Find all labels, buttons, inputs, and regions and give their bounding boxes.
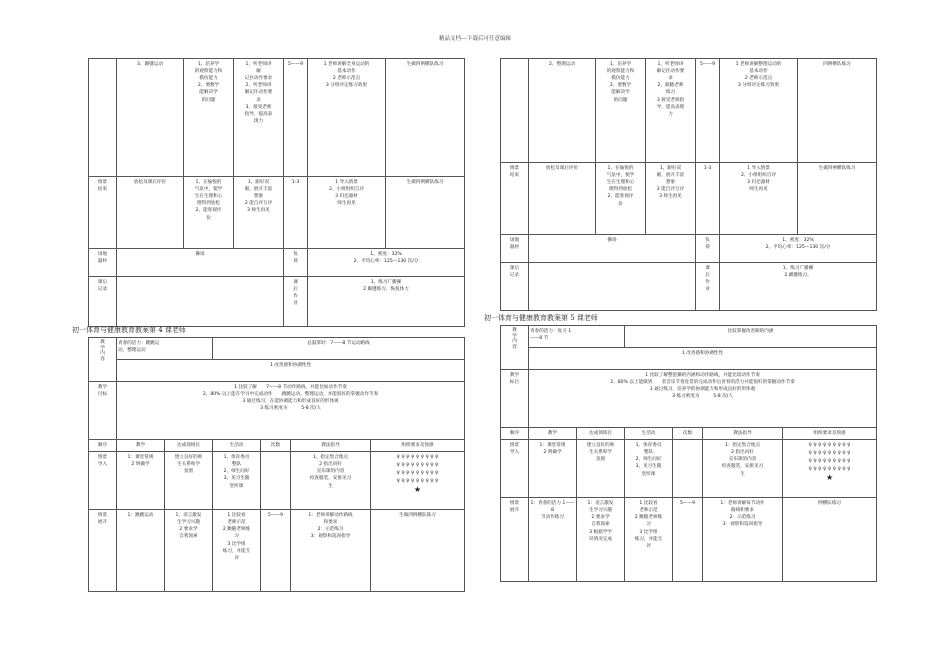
cell: 1 导入情景 2、小组组织自评 3 归还器材 师生再见 (308, 177, 386, 249)
cell (89, 59, 117, 177)
col-header: 顺序 (501, 428, 529, 440)
col-header: 教法指导 (291, 440, 371, 452)
cell: 1、听老师讲 解 记住动作要求 2、听老师讲 解记住动作要 求 3、接受老师 指导，提高表 现力 (234, 59, 284, 177)
cell: 情景 结束 (89, 177, 117, 249)
cell: 教学 标目 (501, 370, 529, 428)
cell: 青春的活力：复习 1 ——8 节 (529, 326, 625, 348)
cell: 1、跟好双 眼，展开丰富 想象 2 能自评互评 3 师生再见 (646, 163, 696, 235)
cell: 1 比较看 老师示范 2 跳随老师练 习 3 比学组 练习，并能互 评 (213, 510, 261, 592)
goal-2: 2、80% 以上能在学习中完成动作 跳跳运动，整理运动，并能很好的掌握动作节奏 (202, 392, 379, 398)
cell (117, 277, 284, 327)
table-top-right (500, 58, 877, 311)
teacher-star-icon: ★ (413, 485, 422, 495)
cell: 1、密度：32% 2、平均心率：125—130 次/分 (308, 249, 465, 277)
cell: 1：跳跳运动 (117, 510, 165, 592)
cell: 5——9 (696, 59, 720, 163)
cell: 教 学 内 容 (501, 326, 529, 370)
cell: 例横队练习 (783, 498, 877, 582)
formation-row: ♀ ♀ ♀ ♀ ♀ ♀ ♀ ♀ ♀ (808, 451, 851, 457)
teacher-star-icon: ★ (825, 473, 834, 483)
cell: 课后 记录 (89, 277, 117, 327)
cell: 生做四例横队练习 (371, 510, 465, 592)
cell: 青春的活力：跳跳运 动，整理运动 (117, 338, 213, 360)
lesson-5-title: 初一体育与健康教育教案第 5 课老师 (484, 314, 598, 322)
table-bottom-left (88, 337, 465, 592)
cell: 1、体育委员 整队 2、师生问好 3、见习生随 堂听课 (213, 452, 261, 510)
cell: 5——9 (673, 498, 703, 582)
goal-1: 1 比较了解整套操的内涵和动作路线，并能比较动作节奏 (645, 373, 760, 378)
cell: 放松及课后评价 (117, 177, 184, 249)
cell: 情景 结束 (501, 163, 529, 235)
cell: 1、听老师讲 解记住动作要 求 2、跟随老师 练习 3 接受老师指 导，提高表现 力 (646, 59, 696, 163)
cell: 1、练习广播操 2 踢毽练习，恢复体力 (308, 277, 465, 327)
cell: 1、体育委员 整队 2、师生问好 3、见习生随 堂听课 (625, 440, 673, 498)
cell: 教学 目标 (89, 382, 117, 440)
cell (501, 59, 529, 163)
table-top-left (88, 58, 465, 327)
cell (529, 370, 877, 428)
cell: 情景 展开 (89, 510, 117, 592)
col-header: 教学 (117, 440, 165, 452)
cell: 1：课堂常规 2 明确学 (529, 440, 577, 498)
cell: 1：老师讲解每节动作 路线和要求 2：示范练习 3：观察和巡回指导 (703, 498, 783, 582)
cell: 四例横队练习 (798, 59, 877, 163)
cell: 生做四例横队练习 (798, 163, 877, 235)
cell: 5——9 (261, 510, 291, 592)
cell: 1、培养学 的观察能力和 模仿能力 2、要数学 能解决学 的问题 (184, 59, 234, 177)
cell: 放松及课后评价 (529, 163, 596, 235)
cell: 1：老师讲解动作路线 和要求 2：示范练习 3：观察和巡回指导 (291, 510, 371, 592)
formation-row: ♀ ♀ ♀ ♀ ♀ ♀ ♀ ♀ ♀ (396, 463, 439, 469)
cell: 1、培养学 的观察能力和 模仿能力 2、要数学 能解决学 的问题 (596, 59, 646, 163)
goal-3: 3 通过练习，培养学的协调能力和形成良好的形体观 (649, 387, 756, 393)
goal-3: 3 通过练习，在能协调能力和形成良好的形体观 (242, 399, 339, 405)
cell (529, 263, 696, 311)
cell: 情景 导入 (501, 440, 529, 498)
cell: 2、整理运动 (529, 59, 596, 163)
goal-1: 1 比较了解 7——8 节动作路线，并能比如动作节奏 (234, 385, 347, 390)
formation-row: ♀ ♀ ♀ ♀ ♀ ♀ ♀ ♀ ♀ (396, 471, 439, 477)
cell: 课 后 作 业 (696, 263, 720, 311)
goal-4: 3 练习密度为 5-8 次/人 (672, 394, 733, 400)
cell: 操场 (529, 235, 696, 263)
goal-2: 2、80% 以上能做到 者音乐节奏连贯的完成动作后青春的活力并能很好的掌握动作节奏 (610, 380, 795, 386)
cell: 情景 展开 (501, 498, 529, 582)
cell: 1、指定集合地点 2 指出问好 宣布课的内容 检查服装，安排见习 生 (291, 452, 371, 510)
cell: 生做四例横队练习 (386, 59, 465, 177)
cell: 5——9 (284, 59, 308, 177)
formation-cell (783, 440, 877, 498)
cell: 1 老师讲解整理运动的 基本动作 2 老师示范点 3 分组评定练习效果 (720, 59, 798, 163)
col-header: 教学 (529, 428, 577, 440)
col-header: 生活动 (625, 428, 673, 440)
col-header: 教法指导 (703, 428, 783, 440)
cell: 1 改善感和协调性性 (529, 348, 877, 370)
cell: 1、在愉悦的 气氛中，使学 生在生理和心 理得到放松 2、能客观评 价 (596, 163, 646, 235)
cell: 1-3 (696, 163, 720, 235)
cell: 1 老师讲解全身运动的 基本动作 2 老师示范点 3 分组评定练习效果 (308, 59, 386, 177)
cell: 1 导入情景 2、小组组织自评 3 归还器材 师生再见 (720, 163, 798, 235)
cell: 教 学 内 容 (89, 338, 117, 382)
cell: 1、密度：32% 2、平均心率：125—130 次/分 (720, 235, 877, 263)
cell: 1-3 (284, 177, 308, 249)
goal-4: 3 练习密度为 5-8 次/人 (260, 406, 321, 412)
table-bottom-right (500, 325, 877, 582)
cell (673, 440, 703, 498)
cell: 课后 记录 (501, 263, 529, 311)
col-header: 组织要求及预感 (371, 440, 465, 452)
cell: 建立良好的师 生关系和学 氛围 (165, 452, 213, 510)
cell: 1、在愉悦的 气氛中，使学 生在生理和心 理得到放松 2、能客观评 价 (184, 177, 234, 249)
cell: 比较掌握改善跟的内涵 (625, 326, 877, 348)
cell: 1 比较看 老师示范 2 跳随老师练 习 3 比学组 练习，并能互 评 (625, 498, 673, 582)
cell: 情景 导入 (89, 452, 117, 510)
formation-row: ♀ ♀ ♀ ♀ ♀ ♀ ♀ ♀ ♀ (808, 467, 851, 473)
cell: 1、练习广播操 2 踢毽练习。 (720, 263, 877, 311)
formation-cell (371, 452, 465, 510)
cell: 3、踢毽运动 (117, 59, 184, 177)
formation-row: ♀ ♀ ♀ ♀ ♀ ♀ ♀ ♀ ♀ (808, 459, 851, 465)
cell: 建立良好的师 生关系和学 氛围 (577, 440, 625, 498)
cell: 负 荷 (696, 235, 720, 263)
cell: 场地 器材 (89, 249, 117, 277)
cell (261, 452, 291, 510)
cell (117, 382, 465, 440)
cell: 生做四例横队练习 (386, 177, 465, 249)
page-header: 精品文档---下载后可任意编辑 (439, 36, 511, 42)
cell: 1：指定集合地点 2 指出问好 宣布课的内容 检查服装，安排见习 生 (703, 440, 783, 498)
cell: 场地 器材 (501, 235, 529, 263)
cell: 负 荷 (284, 249, 308, 277)
cell: 1、语言激发 生学习兴趣 2 要求学 自我领索 (165, 510, 213, 592)
formation-row: ♀ ♀ ♀ ♀ ♀ ♀ ♀ ♀ ♀ (808, 443, 851, 449)
cell: 1：青春的活力 1——8 节动作练习 (529, 498, 577, 582)
col-header: 组织要求及预感 (783, 428, 877, 440)
col-header: 次数 (673, 428, 703, 440)
lesson-4-title: 初一体育与健康教育教案第 4 课老师 (72, 326, 186, 334)
formation-row: ♀ ♀ ♀ ♀ ♀ ♀ ♀ ♀ ♀ (396, 479, 439, 485)
formation-row: ♀ ♀ ♀ ♀ ♀ ♀ ♀ ♀ ♀ (396, 455, 439, 461)
cell: 1：课堂常规 2 明确学 (117, 452, 165, 510)
col-header: 生活动 (213, 440, 261, 452)
col-header: 顺序 (89, 440, 117, 452)
cell: 总鼓掌时：7——8 节运动路线 (213, 338, 465, 360)
cell: 1 改善感和协调性性 (117, 360, 465, 382)
cell: 操场 (117, 249, 284, 277)
col-header: 次数 (261, 440, 291, 452)
col-header: 达成领域目 (165, 440, 213, 452)
cell: 课 后 作 业 (284, 277, 308, 327)
cell: 1：语言激发 生学习兴趣 2 要求学 自我领索 3 根据学学 识情况完成 (577, 498, 625, 582)
cell: 1、跟好双 眼，展开丰富 想象 2 能自评互评 3 师生再见 (234, 177, 284, 249)
col-header: 达成领域目 (577, 428, 625, 440)
